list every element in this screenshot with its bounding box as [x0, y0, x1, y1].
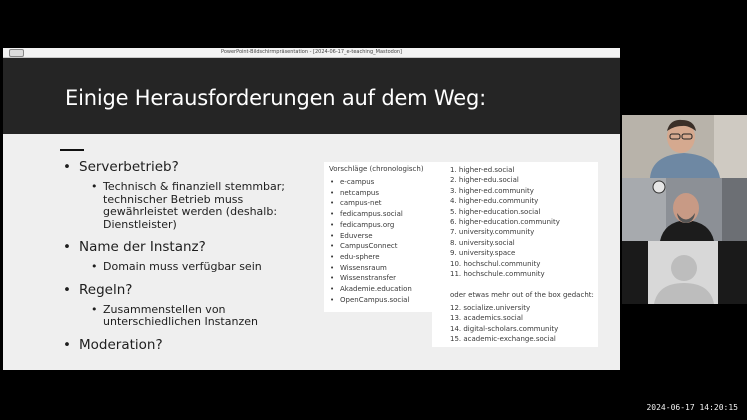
participant-figure [622, 115, 747, 178]
numbered-item: 1. higher-ed.social [450, 166, 515, 174]
numbered-item: 13. academics.social [450, 314, 523, 323]
numbered-item: 4. higher-edu.community [450, 197, 539, 206]
participant-figure [622, 178, 747, 241]
suggestion-item: • e-campus [330, 177, 412, 188]
suggestion-item: • fedicampus.social [330, 209, 412, 220]
slide-title: Einige Herausforderungen auf dem Weg: [65, 86, 486, 110]
numbered-item: 14. digital-scholars.community [450, 324, 559, 333]
suggestion-item: • Wissensraum [330, 263, 412, 274]
suggestion-item: • edu-sphere [330, 252, 412, 263]
participant-video-1[interactable] [622, 115, 747, 178]
numbered-item: 3. higher-ed.community [450, 186, 534, 195]
bullet-rules: • Regeln? [63, 282, 313, 299]
presentation-window [3, 48, 620, 370]
numbered-item: 10. hochschul.community [450, 259, 541, 268]
suggestion-item: • Akademie.education [330, 284, 412, 295]
numbered-panel [432, 162, 598, 347]
timestamp: 2024-06-17 14:20:15 [646, 403, 738, 412]
numbered-item: 11. hochschule.community [450, 270, 545, 279]
numbered-item: 8. university.social [450, 238, 515, 247]
bullet-instance-name: • Name der Instanz? [63, 239, 313, 256]
suggestion-item: • fedicampus.org [330, 220, 412, 231]
suggestion-item: • Eduverse [330, 231, 412, 242]
suggestion-item: • netcampus [330, 188, 412, 199]
suggestion-item: • Wissenstransfer [330, 273, 412, 284]
numbered-item: 9. university.space [450, 249, 516, 258]
suggestions-heading: Vorschläge (chronologisch) [329, 165, 424, 173]
numbered-item: 7. university.community [450, 228, 535, 237]
numbered-item: 5. higher-education.social [450, 207, 541, 216]
avatar-placeholder-icon [622, 241, 747, 304]
participant-video-2[interactable] [622, 178, 747, 241]
numbered-item: 2. higher-edu.social [450, 176, 519, 185]
sub-bullet-domain: • Domain muss verfügbar sein [63, 261, 313, 274]
suggestion-item: • campus-net [330, 198, 412, 209]
sub-bullet-server: • Technisch & finanziell stemmbar; technischer Betrieb muss gewährleistet werden (deshalb: Dienstleister) [63, 181, 313, 231]
accent-rule [60, 149, 84, 151]
numbered-item: 15. academic-exchange.social [450, 335, 556, 344]
bullet-list [63, 159, 313, 359]
bullet-server: • Serverbetrieb? [63, 159, 313, 176]
numbered-item: 6. higher-education.community [450, 218, 560, 227]
sub-bullet-rules: • Zusammenstellen von unterschiedlichen Instanzen [63, 304, 313, 329]
participant-video-3[interactable] [622, 241, 747, 304]
alt-heading: oder etwas mehr out of the box gedacht: [450, 291, 594, 299]
suggestions-panel [324, 162, 432, 312]
window-title: PowerPoint-Bildschirmpräsentation - [2024-06-17_e-teaching_Mastodon] [220, 49, 402, 55]
bullet-moderation: • Moderation? [63, 337, 313, 354]
slide-header [3, 58, 620, 134]
title-bar [3, 48, 620, 58]
numbered-item: 12. socialize.university [450, 304, 531, 312]
suggestion-item: • OpenCampus.social [330, 295, 412, 306]
suggestion-item: • CampusConnect [330, 241, 412, 252]
